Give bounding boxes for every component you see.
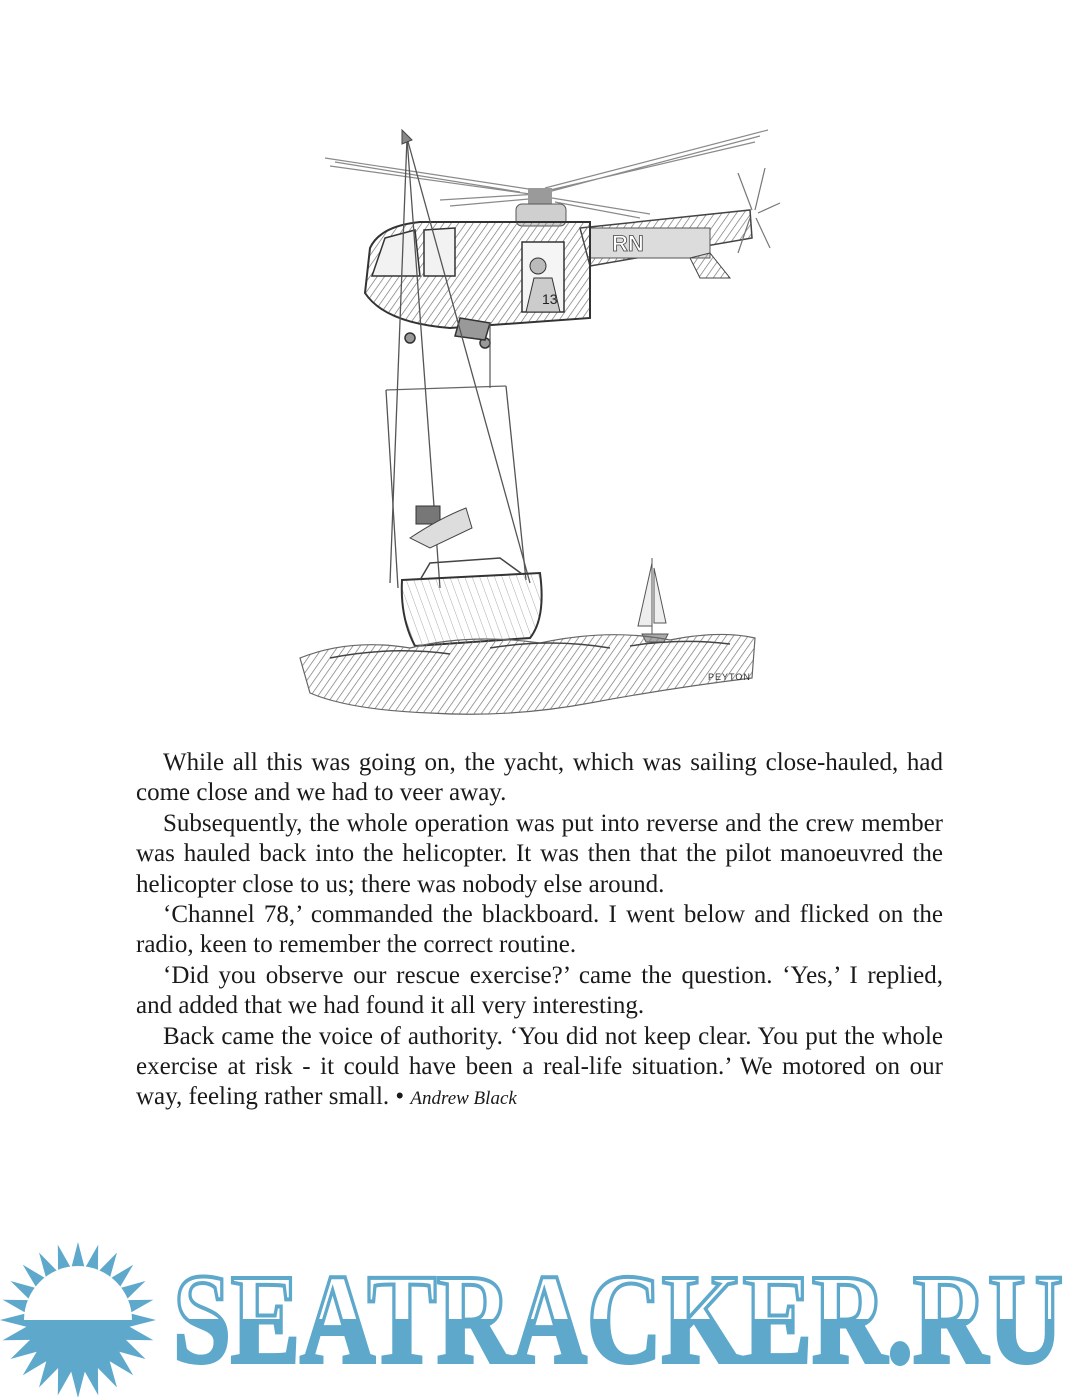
artist-signature: PEYTON (708, 672, 751, 682)
sun-logo-icon (0, 1242, 156, 1397)
paragraph-final (136, 1022, 943, 1115)
door-number: 13 (542, 291, 558, 307)
end-mark: • (395, 1083, 405, 1111)
author-byline: Andrew Black (410, 1088, 517, 1110)
paragraph: Subsequently, the whole operation was put into reverse and the crew member was hauled back into the helicopter. It was then that the pilot manoeuvred the helicopter close to us; there was nobody else around. (136, 809, 943, 898)
paragraph: ‘Channel 78,’ commanded the blackboard. I went below and flicked on the radio, keen to remember the correct routine. (136, 901, 943, 959)
fuselage-marking: RN (612, 231, 644, 256)
paragraph: While all this was going on, the yacht, which was sailing close-hauled, had come close and we had to veer away. (136, 749, 943, 807)
article-body (136, 748, 943, 1115)
watermark-text: SEATRACKER.RU (173, 1258, 1063, 1378)
watermark-text-graphic (168, 1258, 1068, 1378)
distant-yacht (638, 558, 668, 642)
helicopter-rescue-illustration (290, 118, 790, 728)
paragraph: ‘Did you observe our rescue exercise?’ came the question. ‘Yes,’ I replied, and added that we had found it all very interesting. (136, 961, 943, 1020)
paragraph-final-text: Back came the voice of authority. ‘You did not keep clear. You put the whole exercise at risk - it could have been a real-life situation.’ We motored on our way, feeling rather small. (136, 1022, 943, 1111)
